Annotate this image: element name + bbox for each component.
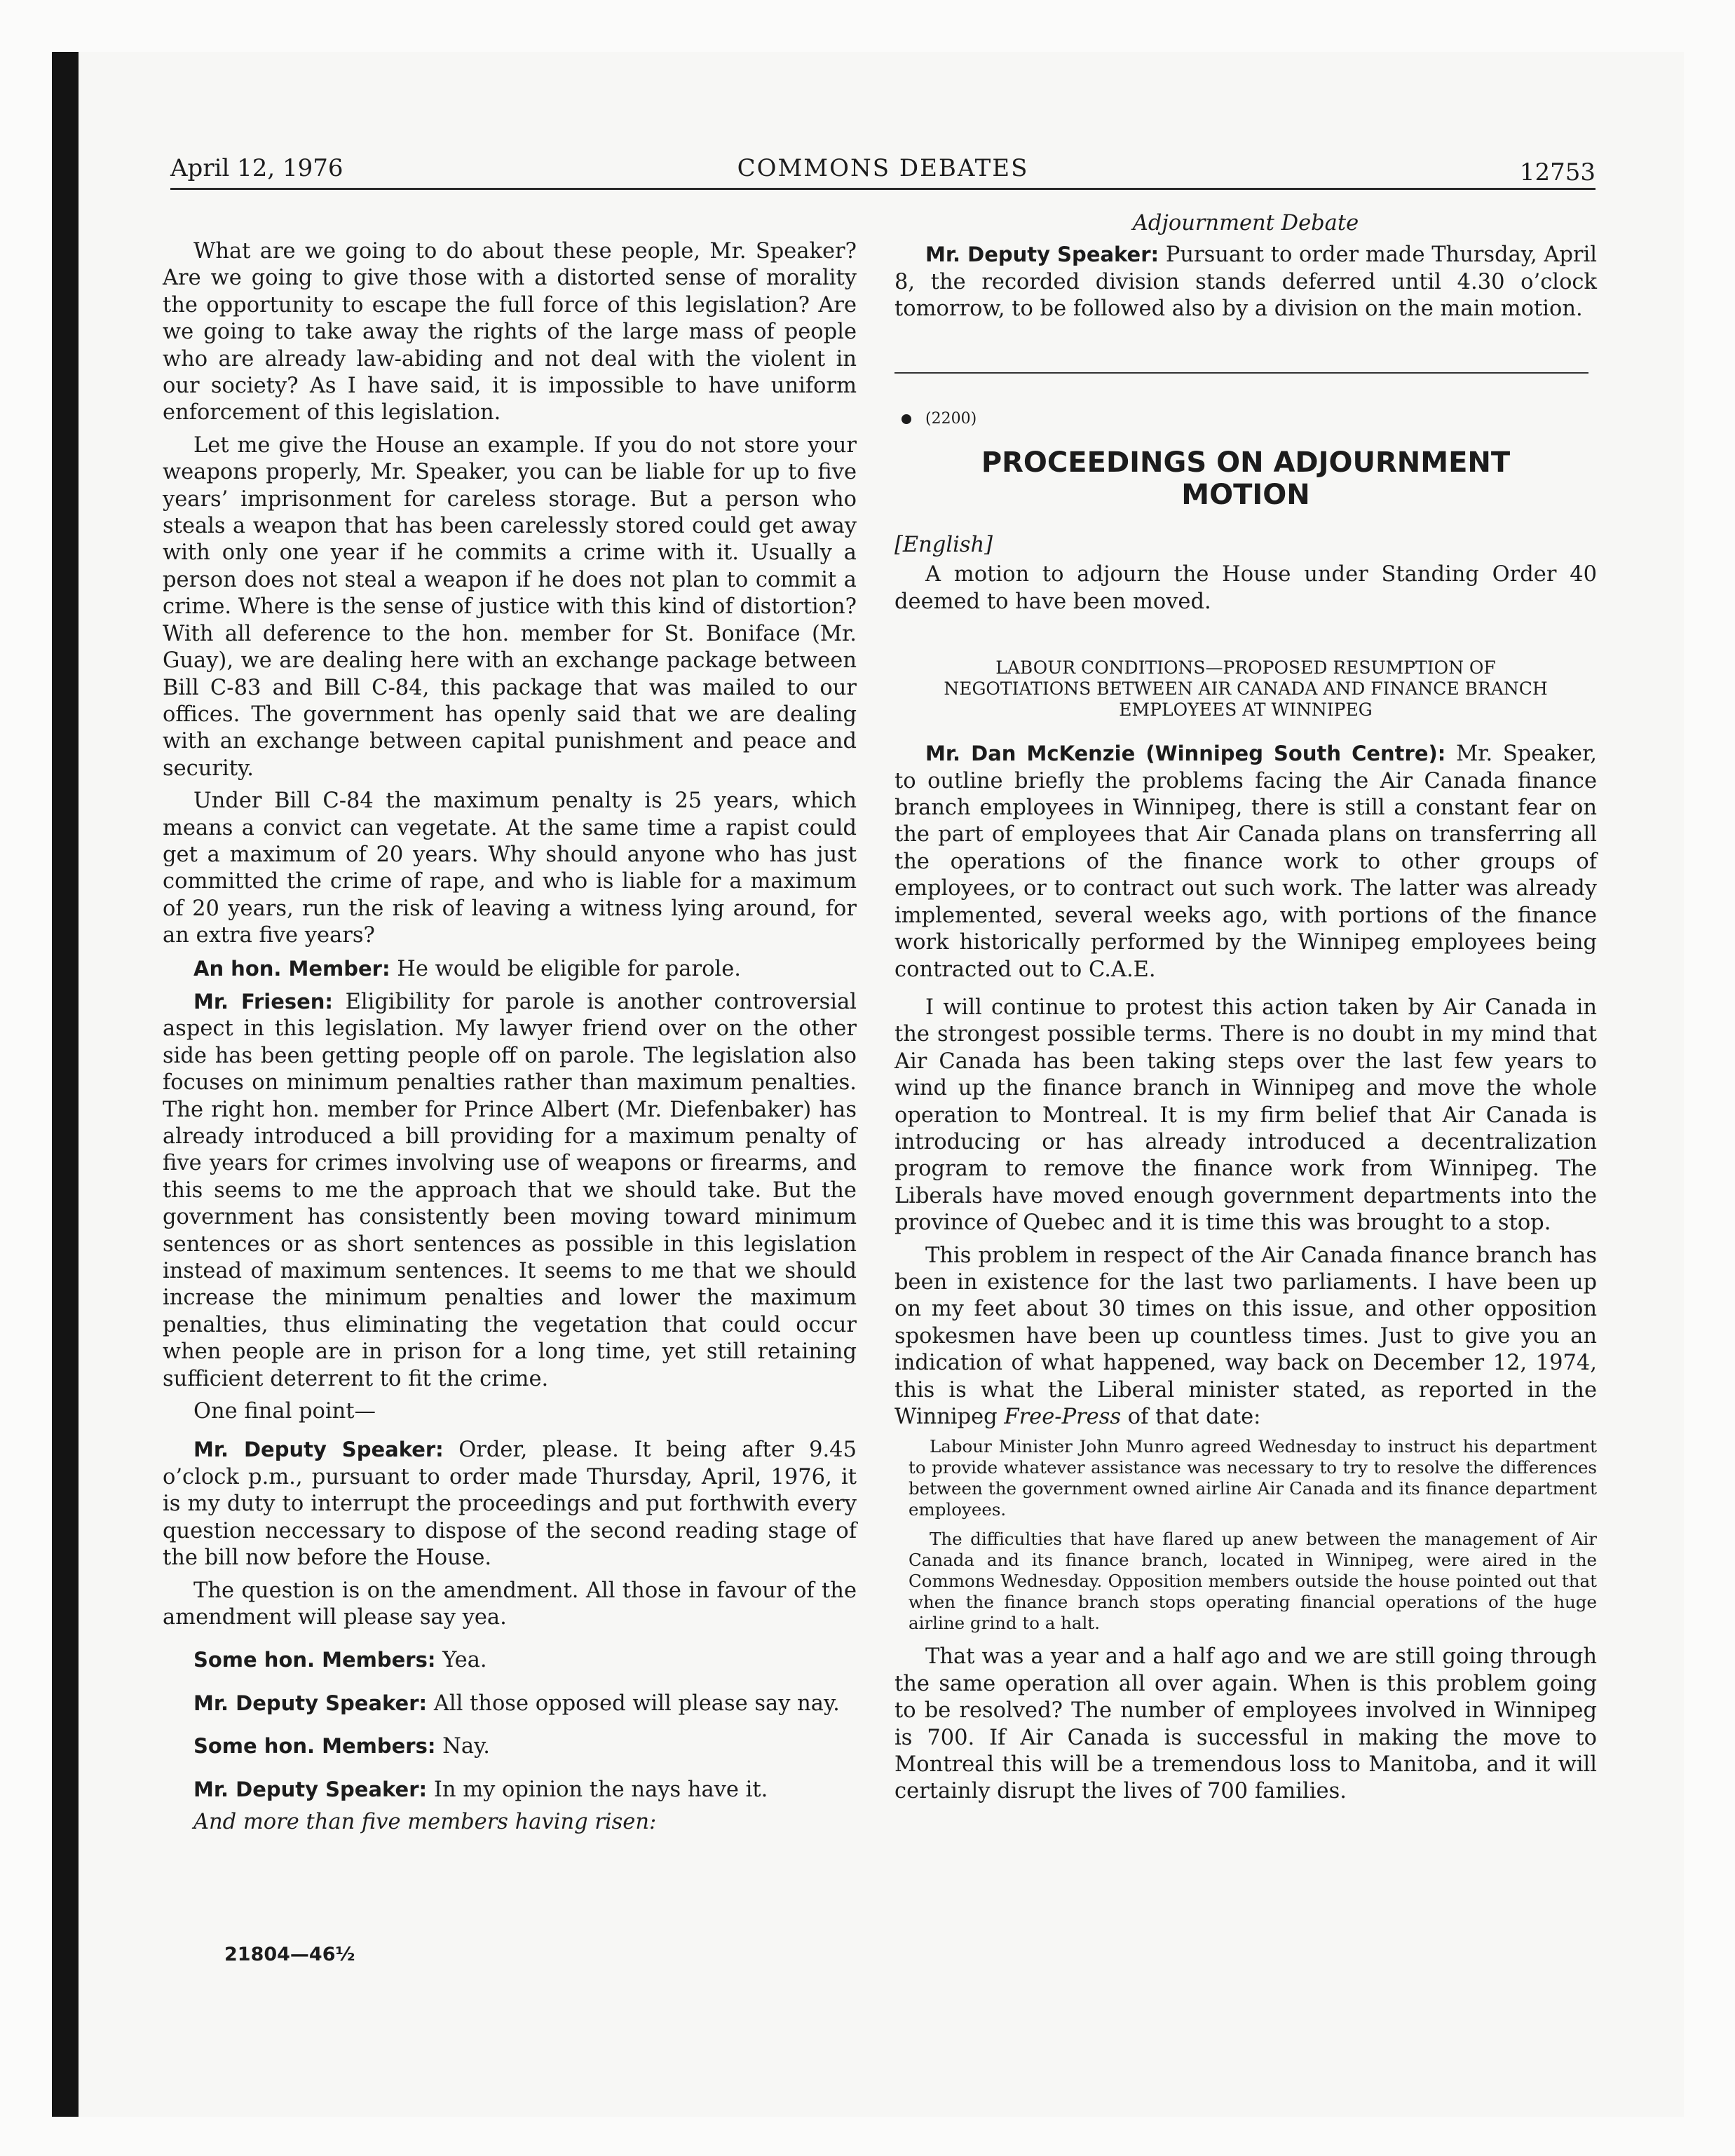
header-date: April 12, 1976 [170,154,343,182]
time-marker [901,406,1597,432]
paragraph-text: This problem in respect of the Air Canada finance branch has been in existence for the last two parliaments. I have been up on my feet about 30 times on this issue, and other opposition spokesmen have been up countless times. Just to give you an indication of what happened, way back on December 12, 1974, this is what the Liberal minister stated, as reported in the Winnipeg [894,1243,1597,1429]
left-column [163,238,857,1841]
subheading-line: LABOUR CONDITIONS—PROPOSED RESUMPTION OF [995,657,1496,678]
speaker-name: Mr. Deputy Speaker: [925,243,1159,267]
speaker-name: Mr. Deputy Speaker: [193,1691,428,1715]
paragraph: What are we going to do about these people, Mr. Speaker? Are we going to give those with a distorted sense of morality the opportunity to escape the full force of this legislation? Are we going to take away the rights of the large mass of people who are already law-abiding and not deal with the violent in our society? As I have said, it is impossible to have uniform enforcement of this legislation. [163,239,857,425]
speaker-name: An hon. Member: [193,956,390,981]
speech [163,1436,857,1571]
language-tag: [English] [894,533,993,558]
speech-text: He would be eligible for parole. [397,956,741,981]
speaker-name: Mr. Dan McKenzie (Winnipeg South Centre): [925,742,1446,766]
paragraph: One final point— [193,1399,376,1424]
speech [894,241,1597,322]
quotation: The difficulties that have flared up anew between the management of Air Canada and its finance branch, located in Winnipeg, were aired in the Commons Wednesday. Opposition members outside the house pointed out that when the finance branch stops operating financial operations of the huge airline grind to a halt. [909,1529,1597,1634]
subheading-line: NEGOTIATIONS BETWEEN AIR CANADA AND FINANCE BRANCH [944,678,1548,700]
speech [163,988,857,1393]
printer-number: 21804—46½ [224,1944,355,1965]
section-title-line: PROCEEDINGS ON ADJOURNMENT [981,446,1511,479]
page-header [170,151,1595,190]
paragraph: I will continue to protest this action taken by Air Canada in the strongest possible terms. There is no doubt in my mind that Air Canada has been taking steps over the last few years to wind up the finance branch in Winnipeg and move the whole operation to Montreal. It is my firm belief that Air Canada is introducing or has already introduced a decentralization program to remove the finance work from Winnipeg. The Liberals have moved enough government departments into the province of Quebec and it is time this was brought to a stop. [894,995,1597,1236]
speech [163,1733,857,1760]
paragraph-text: of that date: [1127,1405,1261,1429]
speech-text: In my opinion the nays have it. [433,1777,768,1802]
header-title: COMMONS DEBATES [737,154,1029,182]
paragraph: The question is on the amendment. All those in favour of the amendment will please say yea. [163,1578,857,1630]
paragraph: Let me give the House an example. If you do not store your weapons properly, Mr. Speaker, you can be liable for up to five years’ imprisonment for careless storage. But a person who steals a weapon that has been carelessly stored could get away with only one year if he commits a crime with it. Usually a person does not steal a weapon if he does not plan to commit a crime. Where is the sense of justice with this kind of distortion? With all deference to the hon. member for St. Boniface (Mr. Guay), we are dealing here with an exchange package between Bill C-83 and Bill C-84, this package that was mailed to our offices. The government has openly said that we are dealing with an exchange between capital punishment and peace and security. [163,432,857,781]
speech [163,1646,857,1674]
speech [163,1690,857,1717]
quotation: Labour Minister John Munro agreed Wednesday to instruct his department to provide whatever assistance was necessary to try to resolve the differences between the government owned airline Air Canada and its finance department employees. [909,1436,1597,1520]
speech [163,1776,857,1803]
section-title-line: MOTION [1181,479,1310,512]
speaker-name: Some hon. Members: [193,1734,436,1759]
paragraph: A motion to adjourn the House under Standing Order 40 deemed to have been moved. [894,562,1597,614]
speech-text: Nay. [442,1734,490,1759]
header-page-number: 12753 [1519,158,1595,186]
subheading-line: EMPLOYEES AT WINNIPEG [1119,700,1373,721]
paragraph: That was a year and a half ago and we are still going through the same operation all over again. When is this problem going to be resolved? The number of employees involved in Winnipeg is 700. If Air Canada is successful in making the move to Montreal this will be a tremendous loss to Manitoba, and it will certainly disrupt the lives of 700 families. [894,1644,1597,1804]
speaker-name: Mr. Friesen: [193,989,334,1014]
speech [894,740,1597,983]
speech-text: All those opposed will please say nay. [433,1691,840,1716]
speech-text: Yea. [442,1648,487,1673]
speech-text: Pursuant to order made Thursday, April 8, the recorded division stands deferred until 4.30 o’clock tomorrow, to be followed also by a division on the main motion. [894,243,1597,322]
speaker-name: Some hon. Members: [193,1648,436,1672]
section-title [894,446,1597,511]
speech [163,955,857,983]
newspaper-name: Free-Press [1004,1405,1122,1429]
paragraph: Under Bill C-84 the maximum penalty is 25 years, which means a convict can vegetate. At the same time a rapist could get a maximum of 20 years. Why should anyone who has just committed the crime of rape, and who is liable for a maximum of 20 years, run the risk of leaving a witness lying around, for an extra five years? [163,789,857,948]
speech-text: Mr. Speaker, to outline briefly the problems facing the Air Canada finance branch employees in Winnipeg, there is still a constant fear on the part of employees that Air Canada plans on transferring all the operations of the finance work to other groups of employees, or to contract out such work. The latter was already implemented, several weeks ago, with portions of the finance work historically performed by the Winnipeg employees being contracted out to C.A.E. [894,742,1597,982]
bullet-icon [901,414,911,424]
paragraph [894,1243,1597,1431]
speaker-name: Mr. Deputy Speaker: [193,1777,428,1801]
speech-text: Eligibility for parole is another controversial aspect in this legislation. My lawyer friend over on the other side has been getting people off on parole. The legislation also focuses on minimum penalties rather than maximum penalties. The right hon. member for Prince Albert (Mr. Diefenbaker) has already introduced a bill providing for a maximum penalty of five years for crimes involving use of weapons or firearms, and this seems to me the approach that we should take. But the government has consistently been moving toward minimum sentences or as short sentences as possible in this legislation instead of maximum sentences. It seems to me that we should increase the minimum penalties and lower the maximum penalties, thus eliminating the vegetation that could occur when people are in prison for a long time, yet still retaining sufficient deterrent to fit the crime. [163,989,857,1391]
subsection-heading [894,657,1597,721]
scan-binding-edge [52,52,79,2117]
stage-direction: And more than five members having risen: [193,1809,657,1834]
right-column [894,210,1597,1811]
speech-text: Order, please. It being after 9.45 o’clock p.m., pursuant to order made Thursday, April, 1976, it is my duty to interrupt the proceedings and put forthwith every question neccessary to dispose of the second reading stage of the bill now before the House. [163,1438,857,1571]
time-marker-text: (2200) [925,409,977,428]
running-head: Adjournment Debate [1132,211,1359,236]
section-divider [894,372,1588,374]
speaker-name: Mr. Deputy Speaker: [193,1438,444,1462]
